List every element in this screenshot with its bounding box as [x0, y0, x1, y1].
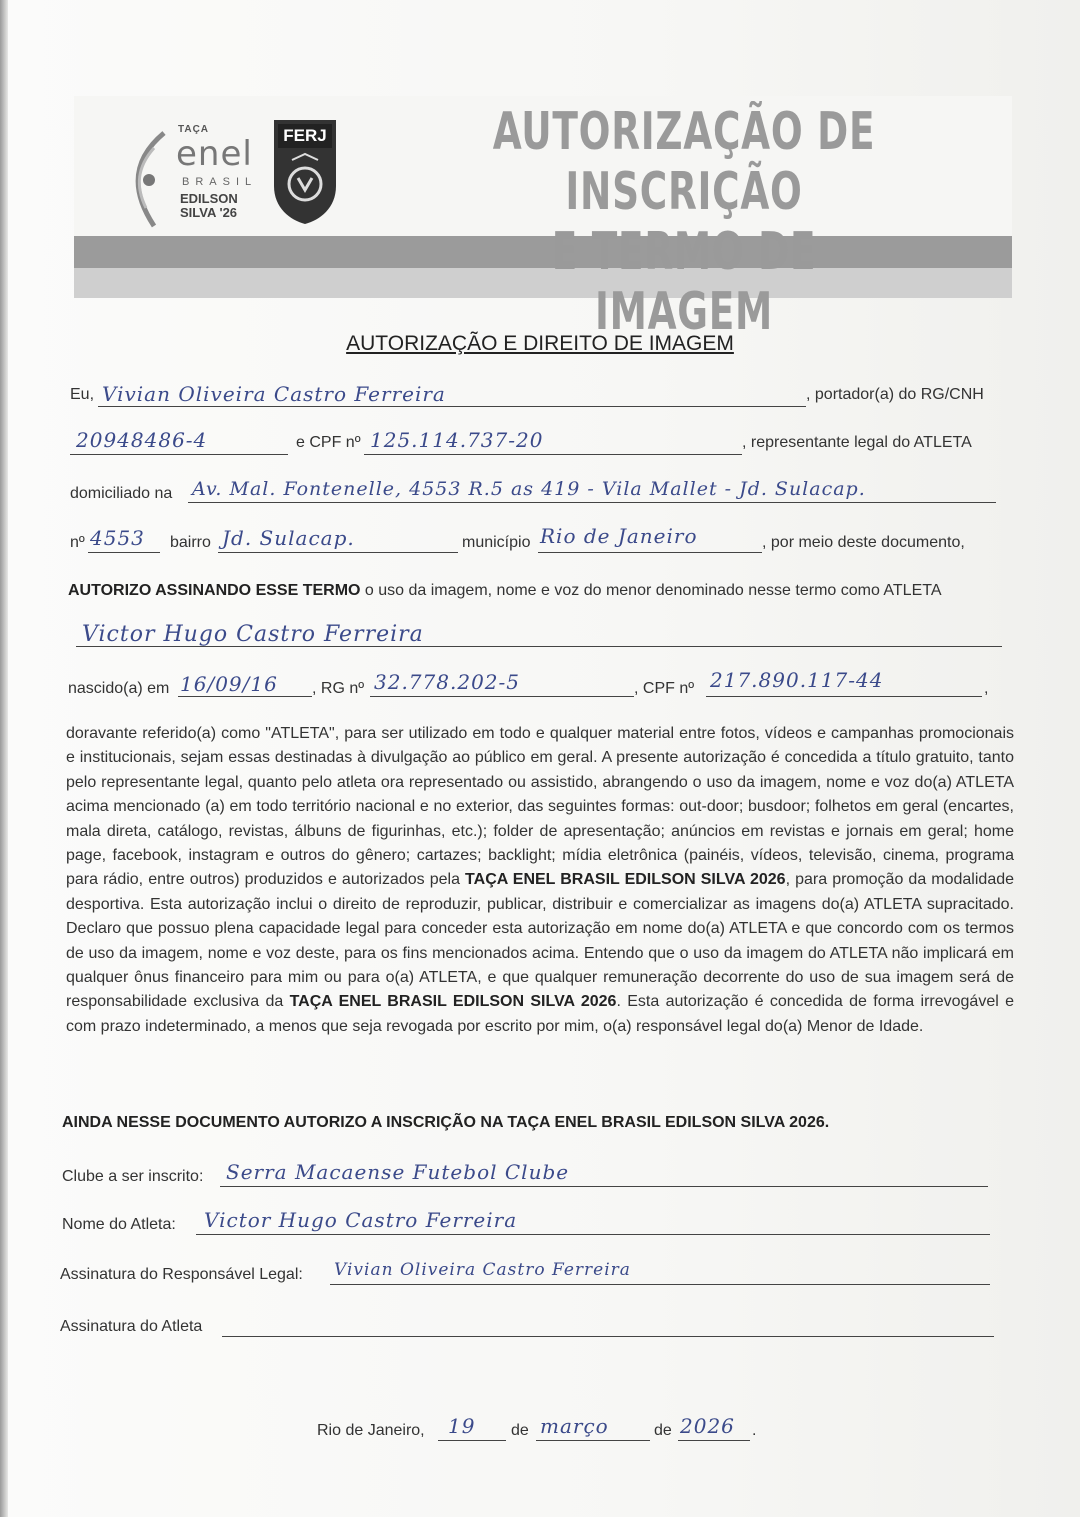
portador-label: , portador(a) do RG/CNH: [806, 386, 984, 403]
cpf-value: 125.114.737-20: [370, 428, 544, 452]
birthdate-value: 16/09/16: [180, 672, 278, 696]
eu-label: Eu,: [70, 386, 95, 403]
guardian-name-value: Vivian Oliveira Castro Ferreira: [102, 382, 446, 406]
header-banner: [74, 96, 1012, 342]
date-dot: .: [752, 1422, 757, 1439]
comma: ,: [984, 680, 989, 697]
rg-atleta-value: 32.778.202-5: [374, 670, 520, 694]
rg-atleta-label: , RG nº: [312, 680, 365, 697]
responsavel-signature: Vivian Oliveira Castro Ferreira: [334, 1260, 631, 1280]
domiciliado-label: domiciliado na: [70, 485, 173, 502]
date-de-2: de: [654, 1422, 672, 1439]
cpf-label: e CPF nº: [296, 434, 361, 451]
terms-paragraph: doravante referido(a) como "ATLETA", para ser utilizado em todo e qualquer material entre fotos, vídeos e campanhas promocionais e institucionais, sejam essas destinadas à divulgação ao público em geral. A presente autorização é concedida a título gratuito, tanto pelo representante legal, quanto pelo atleta ora representado ou assistido, abrangendo o uso da imagem, nome e voz do(a) ATLETA acima mencionado (a) em todo território nacional e no exterior, das seguintes formas: out-door; busdoor; folhetos em geral (encartes, mala direta, catálogo, revistas, álbuns de figurinhas, etc.); folder de apresentação; anúncios em revistas e jornais em geral; home page, facebook, instagram e outros do gênero; cartazes; backlight; mídia eletrônica (painéis, vídeos, televisão, cinema, programa para rádio, entre outros) produzidos e autorizados pela TAÇA ENEL BRASIL EDILSON SILVA 2026, para promoção da modalidade desportiva. Esta autorização inclui o direito de reproduzir, publicar, distribuir e comercializar as imagens do(a) ATLETA supracitado. Declaro que possuo plena capacidade legal para conceder esta autorização em nome do(a) ATLETA e que concordo com os termos de uso da imagem, nome e voz deste, para os fins mencionados acima. Entendo que o uso da imagem do ATLETA não implicará em qualquer ônus financeiro para mim ou para o(a) ATLETA, e que qualquer remuneração decorrente do uso de sua imagem será de responsabilidade exclusiva da TAÇA ENEL BRASIL EDILSON SILVA 2026. Esta autorização é concedida de forma irrevogável e com prazo indeterminado, a menos que seja revogada por escrito por mim, o(a) responsável legal do(a) Menor de Idade.: [66, 725, 1015, 1035]
nascido-label: nascido(a) em: [68, 680, 170, 697]
rg-value: 20948486-4: [76, 428, 208, 452]
nome-atleta-value: Victor Hugo Castro Ferreira: [204, 1208, 518, 1232]
nome-atleta-label: Nome do Atleta:: [62, 1216, 176, 1233]
clube-label: Clube a ser inscrito:: [62, 1168, 204, 1185]
inscription-statement: AINDA NESSE DOCUMENTO AUTORIZO A INSCRIÇÃO NA TAÇA ENEL BRASIL EDILSON SILVA 2026.: [62, 1114, 830, 1131]
page-edge: [0, 0, 8, 1517]
date-de-1: de: [511, 1422, 529, 1439]
autorizo-text: AUTORIZO ASSINANDO ESSE TERMO o uso da imagem, nome e voz do menor denominado nesse termo como ATLETA: [68, 582, 942, 599]
representante-label: , representante legal do ATLETA: [742, 434, 972, 451]
atleta-signature-label: Assinatura do Atleta: [60, 1318, 203, 1335]
numero-label: nº: [70, 534, 85, 551]
ferj-logo: FERJ: [270, 116, 340, 226]
year-value: 2026: [680, 1414, 735, 1438]
numero-value: 4553: [90, 526, 145, 550]
address-value: Av. Mal. Fontenelle, 4553 R.5 as 419 - Vila Mallet - Jd. Sulacap.: [192, 478, 866, 500]
atleta-signature-field[interactable]: [222, 1314, 994, 1337]
date-city: Rio de Janeiro,: [317, 1422, 425, 1439]
swoosh-icon: [124, 128, 174, 228]
athlete-name-value: Victor Hugo Castro Ferreira: [82, 622, 424, 647]
document-title: AUTORIZAÇÃO DE INSCRIÇÃO E TERMO DE IMAGEM: [492, 102, 876, 342]
responsavel-label: Assinatura do Responsável Legal:: [60, 1266, 303, 1283]
cpf-atleta-value: 217.890.117-44: [710, 668, 884, 692]
bairro-value: Jd. Sulacap.: [222, 526, 355, 550]
section-title: AUTORIZAÇÃO E DIREITO DE IMAGEM: [346, 332, 734, 355]
municipio-value: Rio de Janeiro: [540, 524, 698, 548]
month-value: março: [540, 1414, 609, 1438]
por-meio-label: , por meio deste documento,: [762, 534, 965, 551]
taca-enel-logo: TAÇA enel BRASIL EDILSON SILVA '26: [124, 118, 264, 228]
cpf-atleta-label: , CPF nº: [634, 680, 695, 697]
municipio-label: município: [462, 534, 531, 551]
day-value: 19: [448, 1414, 476, 1438]
bairro-label: bairro: [170, 534, 211, 551]
clube-value: Serra Macaense Futebol Clube: [226, 1160, 570, 1184]
